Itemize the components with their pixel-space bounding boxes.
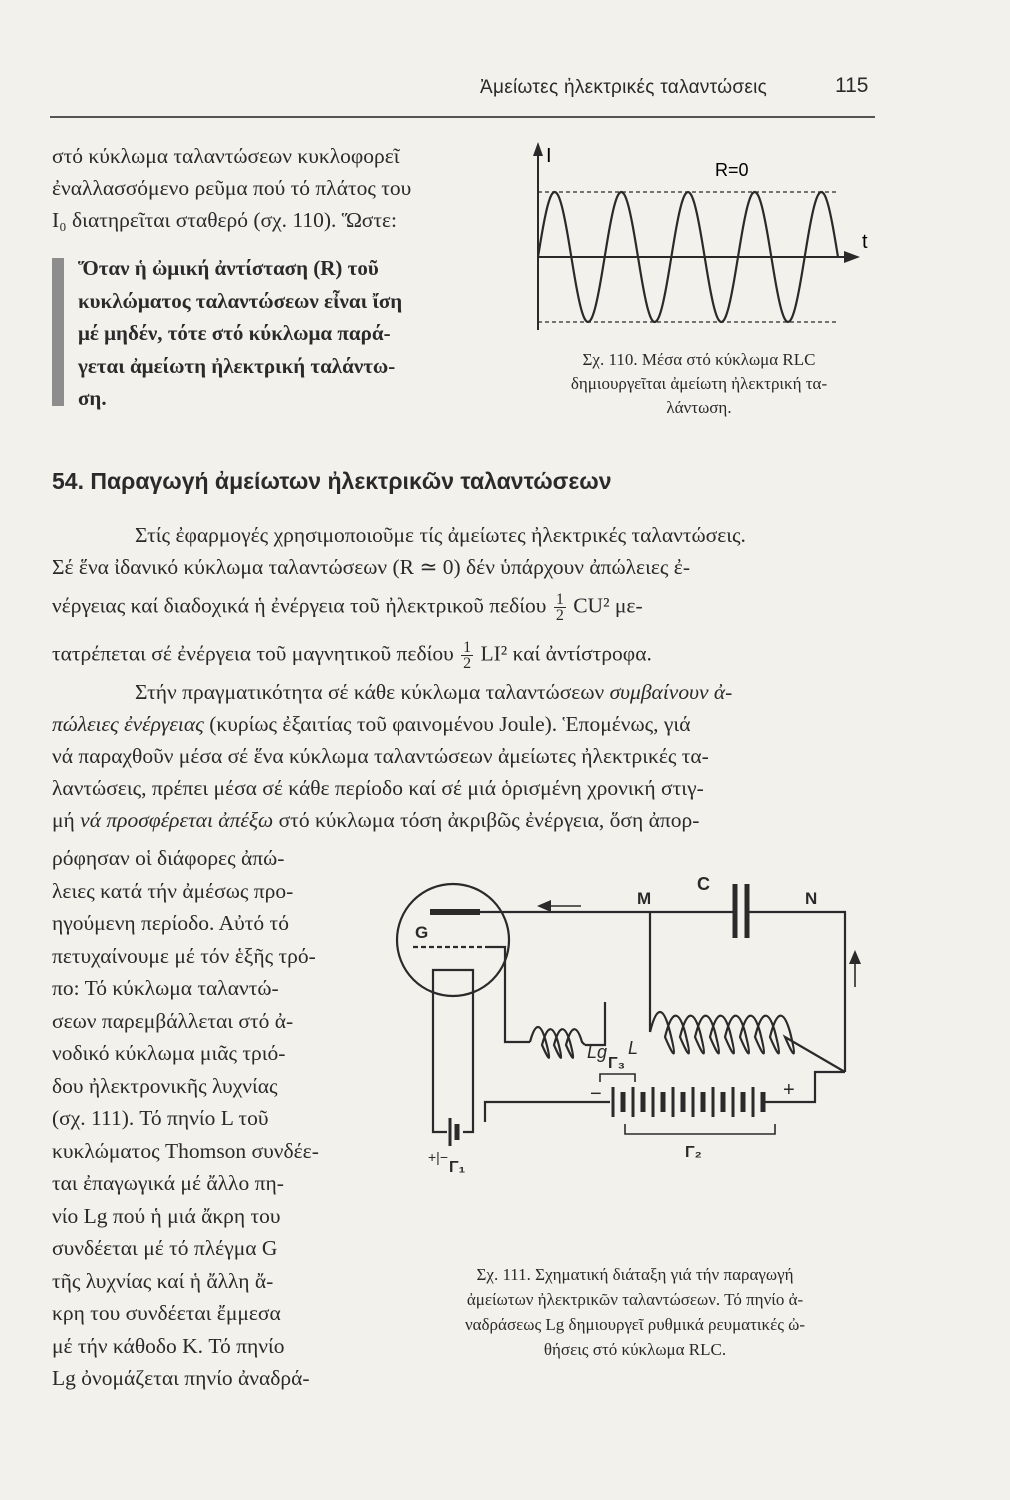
paragraph-line	[52, 640, 652, 671]
label-L: L	[628, 1038, 639, 1058]
caption-line: ἀμείωτων ἠλεκτρικῶν ταλαντώσεων. Τό πηνίο ἀ-	[466, 1290, 804, 1309]
tap-g3	[600, 1074, 635, 1082]
column-line: κρη του συνδέεται ἔμμεσα	[52, 1301, 281, 1325]
column-line: κυκλώματος Thomson συνδέε-	[52, 1138, 319, 1163]
label-G3: Γ₃	[608, 1055, 626, 1072]
paragraph-line: λαντώσεις, πρέπει μέσα σέ κάθε περίοδο καί σέ μιά ὁρισμένη χρονική στιγ-	[52, 776, 704, 800]
emphasis-text: πώλειες ἐνέργειας	[52, 712, 204, 736]
label-G2: Γ₂	[685, 1144, 702, 1161]
column-line: ηγούμενη περίοδο. Αὐτό τό	[52, 911, 289, 935]
label-minus: −	[590, 1083, 602, 1105]
column-line: ται ἐπαγωγικά μέ ἄλλο πη-	[52, 1171, 284, 1195]
key-line: ση.	[78, 386, 107, 410]
fraction-denominator: 2	[555, 607, 564, 624]
paragraph-line	[52, 712, 690, 737]
current-arrow-up	[849, 950, 861, 964]
intro-line: ἐναλλασσόμενο ρεῦμα πού τό πλάτος του	[52, 176, 412, 200]
tank-coil	[650, 1012, 845, 1072]
paragraph-line: Σέ ἕνα ἰδανικό κύκλωμα ταλαντώσεων (R ≃ 0) δέν ὑπάρχουν ἀπώλειες ἐ-	[52, 555, 690, 579]
text-span: μή	[52, 808, 75, 832]
emphasis-text: νά προσφέρεται ἀπέξω	[80, 808, 274, 832]
key-statement-box	[52, 252, 522, 410]
intro-line: στό κύκλωμα ταλαντώσεων κυκλοφορεῖ	[52, 144, 400, 168]
narrow-column-text	[52, 842, 372, 1395]
tap-g2	[625, 1124, 775, 1134]
section-heading: 54. Παραγωγή ἀμείωτων ἠλεκτρικῶν ταλαντώσεων	[52, 468, 612, 494]
label-plus: +	[783, 1079, 795, 1101]
column-line: πο: Τό κύκλωμα ταλαντώ-	[52, 976, 279, 1000]
caption-line: δημιουργεῖται ἀμείωτη ἠλεκτρική τα-	[570, 374, 828, 393]
column-line: ρόφησαν οἱ διάφορες ἀπώ-	[52, 846, 285, 870]
column-line: λειες κατά τήν ἀμέσως προ-	[52, 878, 294, 903]
label-N: N	[805, 889, 818, 908]
x-axis-label: t	[862, 231, 868, 253]
intro-paragraph	[52, 140, 512, 236]
y-axis-label: I	[546, 145, 552, 167]
text-span: CU² με-	[573, 593, 643, 618]
label-M: M	[637, 889, 652, 908]
cathode-lead-left	[433, 996, 447, 1132]
column-line: (σχ. 111). Τό πηνίο L τοῦ	[52, 1106, 269, 1130]
label-Lg: Lg	[587, 1042, 608, 1062]
figure-111-caption	[395, 1262, 875, 1362]
label-C: C	[697, 874, 710, 894]
caption-line: Σχ. 111. Σχηματική διάταξη γιά τήν παραγωγή	[476, 1265, 794, 1284]
key-line: κυκλώματος ταλαντώσεων εἶναι ἴση	[78, 288, 403, 313]
paragraph-line	[135, 680, 732, 705]
column-line: νοδικό κύκλωμα μιᾶς τριό-	[52, 1041, 286, 1065]
key-statement-text	[78, 252, 528, 415]
column-line: τῆς λυχνίας καί ἡ ἄλλη ἄ-	[52, 1268, 274, 1293]
text-span: στό κύκλωμα τόση ἀκριβῶς ἐνέργεια, ὅση ἀπορ-	[278, 808, 700, 832]
figure-111-circuit-diagram	[385, 862, 880, 1262]
column-line: μέ τήν κάθοδο K. Τό πηνίο	[52, 1333, 285, 1358]
paragraph-line	[52, 592, 643, 623]
fraction-denominator: 2	[463, 655, 472, 672]
text-span: LI² καί ἀντίστροφα.	[480, 641, 652, 666]
current-arrow-left	[537, 900, 551, 912]
column-line: Lg ὀνομάζεται πηνίο ἀναδρά-	[52, 1366, 310, 1390]
text-span: (κυρίως ἐξαιτίας τοῦ φαινομένου Joule). Ἑπομένως, γιά	[209, 712, 691, 736]
anode-battery-lead-left	[485, 1102, 610, 1122]
feedback-coil	[530, 1027, 585, 1058]
paragraph-line: νά παραχθοῦν μέσα σέ ἕνα κύκλωμα ταλαντώσεων ἀμείωτες ἠλεκτρικές τα-	[52, 744, 709, 768]
condition-label: R=0	[715, 160, 749, 180]
y-axis-arrow	[533, 142, 543, 156]
anode-battery	[613, 1087, 763, 1117]
paragraph-line: Στίς ἐφαρμογές χρησιμοποιοῦμε τίς ἀμείωτες ἠλεκτρικές ταλαντώσεις.	[135, 523, 746, 547]
figure-110-caption	[525, 348, 873, 420]
key-line: Ὅταν ἡ ὠμική ἀντίσταση (R) τοῦ	[78, 256, 379, 280]
column-line: σεων παρεμβάλλεται στό ἀ-	[52, 1008, 294, 1033]
caption-line: λάντωση.	[666, 398, 732, 417]
text-span: τατρέπεται σέ ἐνέργεια τοῦ μαγνητικοῦ πεδίου	[52, 641, 454, 666]
running-head: Ἀμείωτες ἠλεκτρικές ταλαντώσεις	[480, 77, 768, 98]
header-rule	[50, 116, 875, 118]
caption-line: Σχ. 110. Μέσα στό κύκλωμα RLC	[582, 350, 816, 369]
key-line: γεται ἀμείωτη ἠλεκτρική ταλάντω-	[78, 353, 396, 378]
fraction-numerator: 1	[463, 639, 472, 656]
triode-tube	[397, 884, 509, 996]
text-span: Στήν πραγματικότητα σέ κάθε κύκλωμα ταλαντώσεων	[135, 680, 605, 704]
label-plus-minus: +|−	[428, 1149, 448, 1165]
cathode-lead-right	[463, 996, 473, 1132]
label-G: G	[415, 923, 429, 942]
x-axis-arrow	[844, 251, 860, 263]
fraction-numerator: 1	[555, 591, 564, 608]
column-line: δου ἠλεκτρονικῆς λυχνίας	[52, 1073, 278, 1098]
text-span: νέργειας καί διαδοχικά ἡ ἐνέργεια τοῦ ἠλεκτρικοῦ πεδίου	[52, 593, 547, 618]
column-line: νίο Lg πού ἡ μιά ἄκρη του	[52, 1203, 281, 1228]
fraction-one-half	[554, 592, 566, 623]
fraction-one-half	[461, 640, 473, 671]
figure-110-oscillation-graph	[520, 130, 880, 360]
column-line: πετυχαίνουμε μέ τόν ἑξῆς τρό-	[52, 943, 316, 968]
anode-battery-lead-right	[765, 1072, 845, 1102]
capacitor-wire-right	[747, 912, 845, 1072]
key-line: μέ μηδέν, τότε στό κύκλωμα παρά-	[78, 321, 391, 345]
cathode-filament	[433, 970, 473, 996]
paragraph-line	[52, 808, 699, 833]
column-line: συνδέεται μέ τό πλέγμα G	[52, 1236, 278, 1260]
caption-line: θήσεις στό κύκλωμα RLC.	[543, 1340, 727, 1359]
grid-lead	[490, 947, 530, 1042]
caption-line: ναδράσεως Lg δημιουργεῖ ρυθμικά ρευματικές ὠ-	[464, 1315, 806, 1334]
label-G1: Γ₁	[449, 1159, 466, 1176]
emphasis-text: συμβαίνουν ἀ-	[609, 680, 733, 704]
page-number: 115	[835, 74, 869, 97]
highlight-bar	[52, 258, 64, 406]
intro-line: I₀ διατηρεῖται σταθερό (σχ. 110). Ὥστε:	[52, 208, 397, 232]
lg-return	[585, 1002, 605, 1045]
